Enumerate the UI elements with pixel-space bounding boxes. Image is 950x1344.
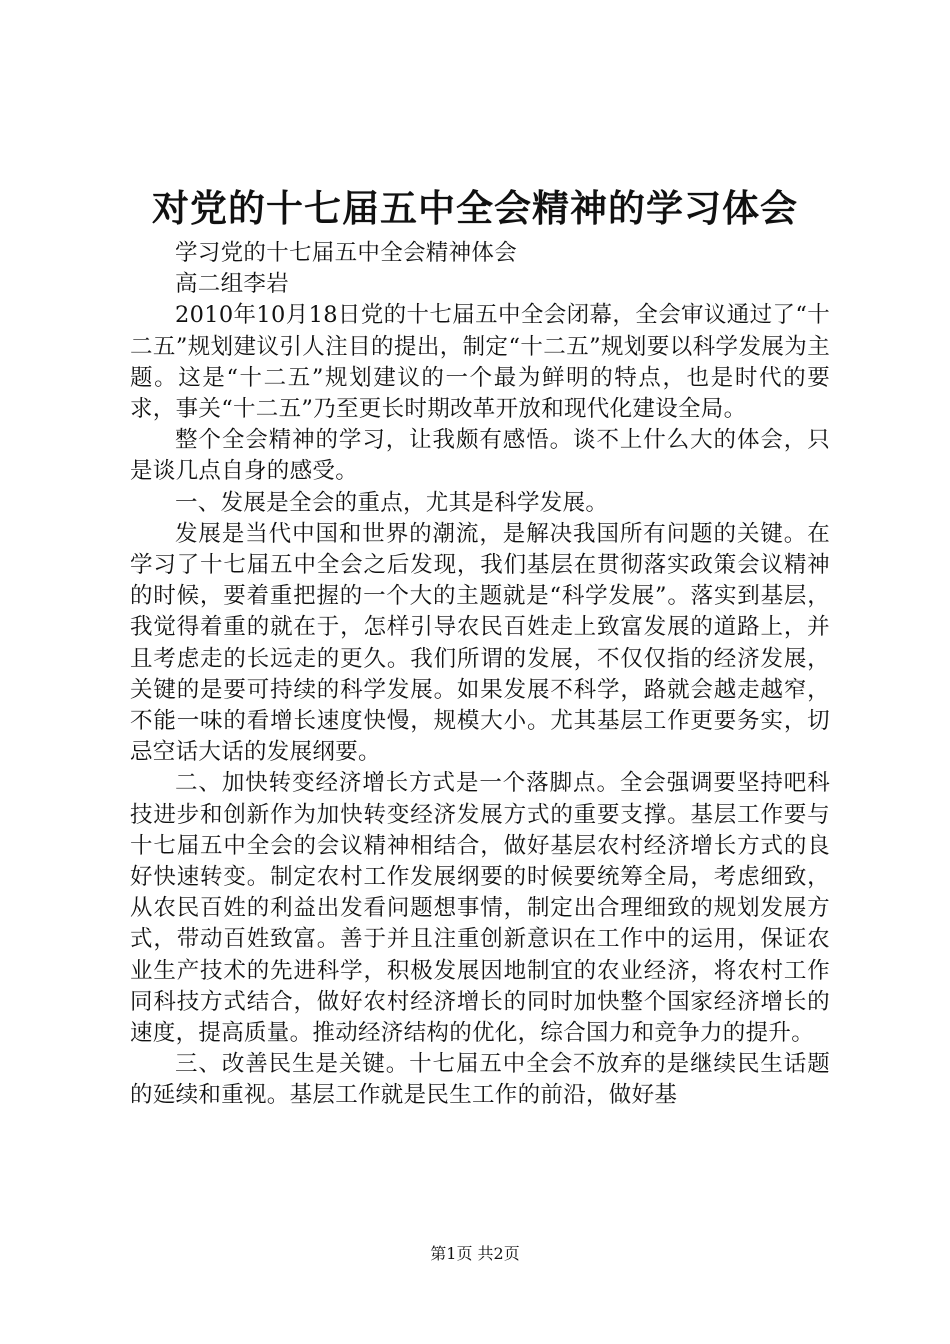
body-paragraph: 发展是当代中国和世界的潮流，是解决我国所有问题的关键。在学习了十七届五中全会之后发现，我们基层在贯彻落实政策会议精神的时候，要着重把握的一个大的主题就是“科学发展”。落实到基层，我觉得着重的就在于，怎样引导农民百姓走上致富发展的道路上，并且考虑走的长远走的更久。我们所谓的发展，不仅仅指的经济发展，关键的是要可持续的科学发展。如果发展不科学，路就会越走越窄，不能一味的看增长速度快慢，规模大小。尤其基层工作更要务实，切忌空话大话的发展纲要。	[130, 520, 830, 766]
body-paragraph: 三、改善民生是关键。十七届五中全会不放弃的是继续民生话题的延续和重视。基层工作就是民生工作的前沿，做好基	[130, 1051, 830, 1109]
author-paragraph: 高二组李岩	[175, 271, 290, 298]
subtitle-paragraph: 学习党的十七届五中全会精神体会	[175, 240, 518, 266]
body-paragraph: 整个全会精神的学习，让我颇有感悟。谈不上什么大的体会，只是谈几点自身的感受。	[130, 427, 830, 485]
body-paragraph: 2010年10月18日党的十七届五中全会闭幕，全会审议通过了“十二五”规划建议引人注目的提出，制定“十二五”规划要以科学发展为主题。这是“十二五”规划建议的一个最为鲜明的特点，也是时代的要求，事关“十二五”乃至更长时期改革开放和现代化建设全局。	[130, 302, 830, 423]
document-title: 对党的十七届五中全会精神的学习体会	[152, 186, 798, 230]
section-heading: 一、发展是全会的重点，尤其是科学发展。	[175, 489, 609, 516]
page-number-footer: 第1页 共2页	[430, 1244, 520, 1263]
body-paragraph: 二、加快转变经济增长方式是一个落脚点。全会强调要坚持吧科技进步和创新作为加快转变经济发展方式的重要支撑。基层工作要与十七届五中全会的会议精神相结合，做好基层农村经济增长方式的良好快速转变。制定农村工作发展纲要的时候要统筹全局，考虑细致，从农民百姓的利益出发看问题想事情，制定出合理细致的规划发展方式，带动百姓致富。善于并且注重创新意识在工作中的运用，保证农业生产技术的先进科学，积极发展因地制宜的农业经济，将农村工作同科技方式结合，做好农村经济增长的同时加快整个国家经济增长的速度，提高质量。推动经济结构的优化，综合国力和竞争力的提升。	[130, 770, 830, 1047]
document-body	[130, 238, 830, 1112]
